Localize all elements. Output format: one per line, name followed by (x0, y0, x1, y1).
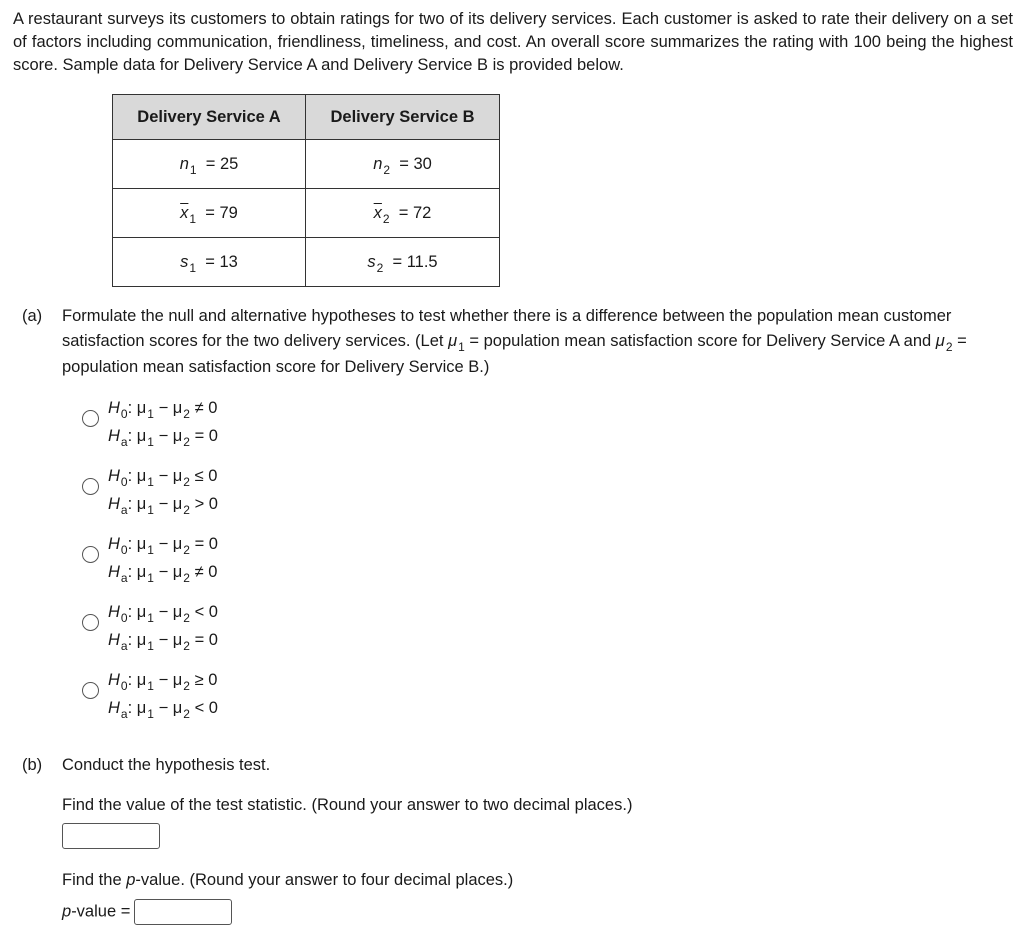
part-b-instruction: Conduct the hypothesis test. (62, 756, 271, 774)
part-b-label: (b) (22, 756, 43, 774)
radio-button[interactable] (82, 682, 99, 699)
table-row (113, 238, 500, 287)
p-value-label: -value = (71, 902, 131, 921)
radio-button[interactable] (82, 614, 99, 631)
part-a (22, 304, 1022, 380)
cell-s2: $s_2 = 11.5$ (306, 238, 500, 287)
cell-n1: $n_1 = 25$ (113, 140, 306, 189)
p-value-input[interactable] (134, 899, 232, 925)
radio-button[interactable] (82, 410, 99, 427)
test-statistic-question: Find the value of the test statistic. (Round your answer to two decimal places.) (62, 796, 633, 814)
header-service-b: Delivery Service B (306, 95, 500, 140)
p-value-question: Find the p-value. (Round your answer to four decimal places.) (62, 871, 514, 889)
header-service-a: Delivery Service A (113, 95, 306, 140)
cell-s1: $s_1 = 13$ (113, 238, 306, 287)
test-statistic-input[interactable] (62, 823, 160, 849)
table-row (113, 189, 500, 238)
cell-xbar2: $\overline{x}_2 = 72$ (306, 189, 500, 238)
test-statistic-input-wrap (62, 823, 160, 849)
radio-button[interactable] (82, 478, 99, 495)
p-value-row: p-value = (22, 899, 1022, 925)
part-b (22, 753, 1022, 778)
cell-n2: $n_2 = 30$ (306, 140, 500, 189)
problem-intro: A restaurant surveys its customers to obtain ratings for two of its delivery services. Each customer is asked to rate their delivery on a set of factors including communication, friendliness, timeliness, and cost. An overall score summarizes the rating with 100 being the highest score. Sample data for Delivery Service A and Delivery Service B is provided below. (13, 10, 1013, 74)
part-a-label: (a) (22, 307, 43, 325)
cell-xbar1: $\overline{x}_1 = 79$ (113, 189, 306, 238)
part-a-question: Formulate the null and alternative hypotheses to test whether there is a difference between the population mean customer satisfaction scores for the two delivery services. (Let $\mu_1$ = population mean satisfaction score for Delivery Service A and $\mu_2$ = population mean satisfaction score for Delivery Service B.) (62, 307, 967, 376)
table-row (113, 140, 500, 189)
sample-data-table (112, 94, 500, 287)
radio-button[interactable] (82, 546, 99, 563)
